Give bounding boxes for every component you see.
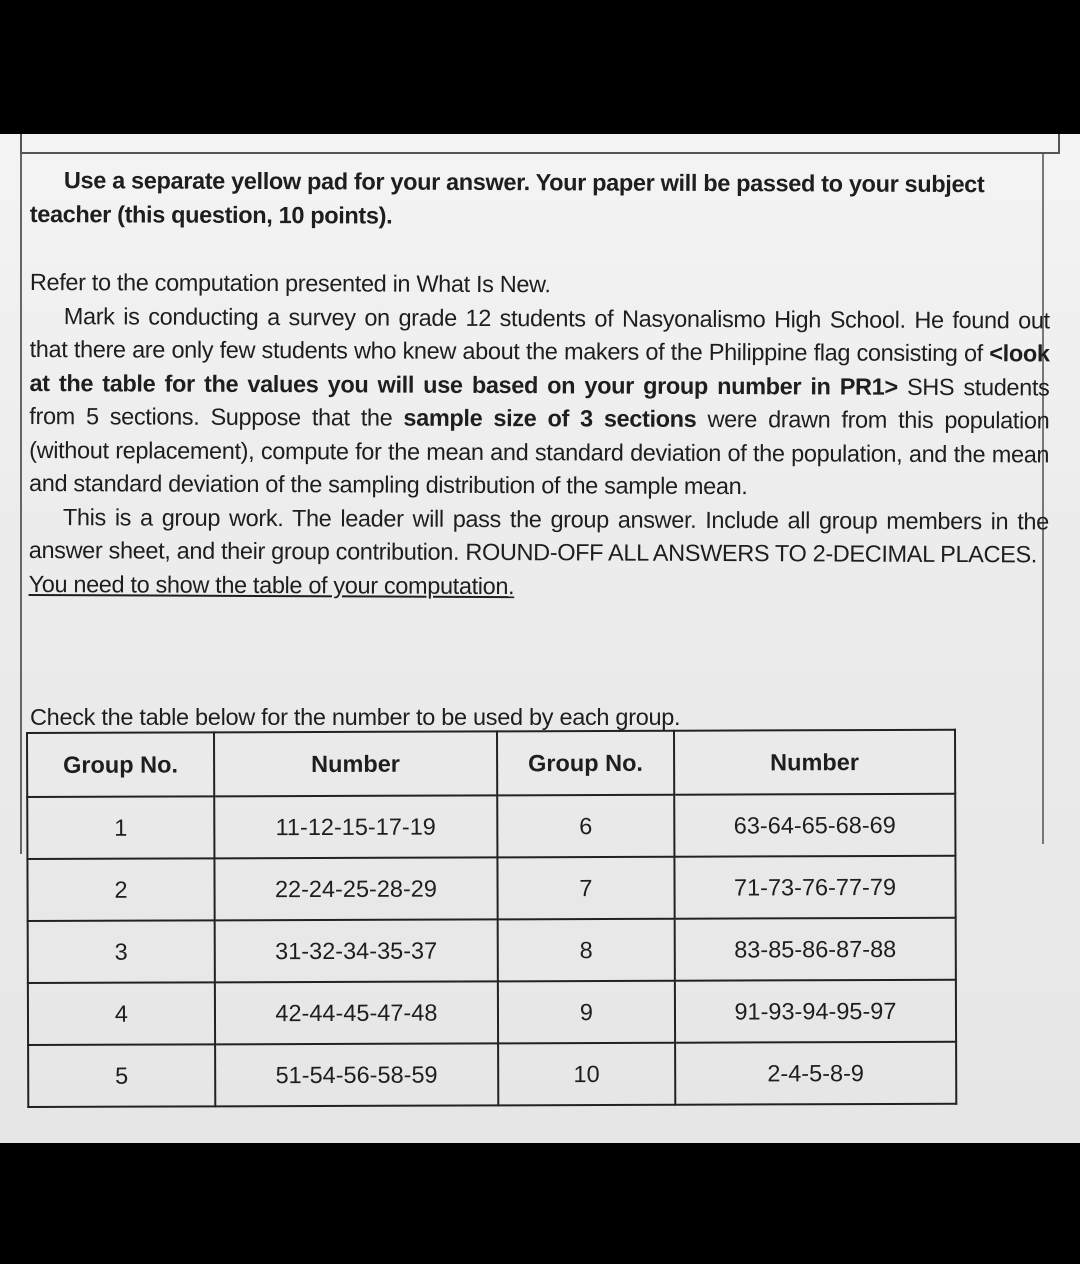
- group-values-note: <look at the table for the values you will use based on your group number in PR1>: [29, 340, 1050, 400]
- group-no-cell: 7: [497, 857, 674, 920]
- number-cell: 71-73-76-77-79: [674, 856, 955, 919]
- group-no-cell: 4: [28, 982, 215, 1045]
- number-cell: 63-64-65-68-69: [674, 794, 955, 857]
- frame-left-line: [20, 154, 22, 854]
- number-cell: 22-24-25-28-29: [214, 857, 497, 920]
- group-no-cell: 2: [27, 858, 214, 921]
- instruction-line-2b: (this question, 10 points).: [117, 200, 393, 229]
- instruction-line-2a: teacher: [29, 200, 118, 227]
- table-header-row: [27, 730, 955, 797]
- refer-line: Refer to the computation presented in What Is New.: [29, 268, 551, 298]
- problem-paragraph: [29, 266, 1050, 605]
- group-number-table: [26, 729, 957, 1108]
- number-cell: 31-32-34-35-37: [215, 919, 498, 982]
- group-no-cell: 1: [27, 796, 214, 859]
- group-no-cell: 3: [28, 920, 215, 983]
- header-group-no-1: Group No.: [27, 732, 214, 797]
- table-row: [28, 1042, 956, 1107]
- show-table-note: You need to show the table of your computation.: [28, 570, 515, 599]
- table-row: [27, 794, 955, 859]
- number-cell: 11-12-15-17-19: [214, 795, 497, 858]
- table-row: [27, 856, 955, 921]
- header-number-1: Number: [214, 731, 497, 796]
- header-number-2: Number: [674, 730, 955, 795]
- sample-size-note: sample size of 3 sections: [403, 404, 697, 432]
- header-group-no-2: Group No.: [497, 731, 674, 796]
- number-cell: 83-85-86-87-88: [675, 918, 956, 981]
- top-border: [20, 134, 1060, 154]
- table-caption: Check the table below for the number to be used by each group.: [30, 704, 681, 730]
- group-no-cell: 5: [28, 1044, 215, 1107]
- table-row: [28, 980, 956, 1045]
- group-work-note: This is a group work. The leader will pass the group answer. Include all group members in the answer sheet, and their group contribution. ROUND-OFF ALL ANSWERS TO 2-DECIMAL PLACES.: [28, 503, 1049, 568]
- group-no-cell: 9: [498, 981, 675, 1044]
- document-page: [0, 134, 1080, 1143]
- instruction-line-1: Use a separate yellow pad for your answer. Your paper will be passed to your subject: [63, 167, 985, 198]
- instruction-paragraph: [30, 164, 1050, 235]
- group-no-cell: 10: [498, 1043, 675, 1106]
- number-cell: 2-4-5-8-9: [675, 1042, 956, 1105]
- problem-statement: Mark is conducting a survey on grade 12 students of Nasyonalismo High School. He found out that there are only few students who knew about the makers of the Philippine flag consisting of <look at the table for the values you will use based on your group number in PR1> SHS students from 5 sections. Suppose that the sample size of 3 sections were drawn from this population (without replacement), compute for the mean and standard deviation of the population, and the mean and standard deviation of the sampling distribution of the sample mean.: [28, 302, 1050, 500]
- group-no-cell: 8: [498, 919, 675, 982]
- group-no-cell: 6: [497, 795, 674, 858]
- number-cell: 51-54-56-58-59: [215, 1043, 498, 1106]
- number-cell: 91-93-94-95-97: [675, 980, 956, 1043]
- table-row: [28, 918, 956, 983]
- number-cell: 42-44-45-47-48: [215, 981, 498, 1044]
